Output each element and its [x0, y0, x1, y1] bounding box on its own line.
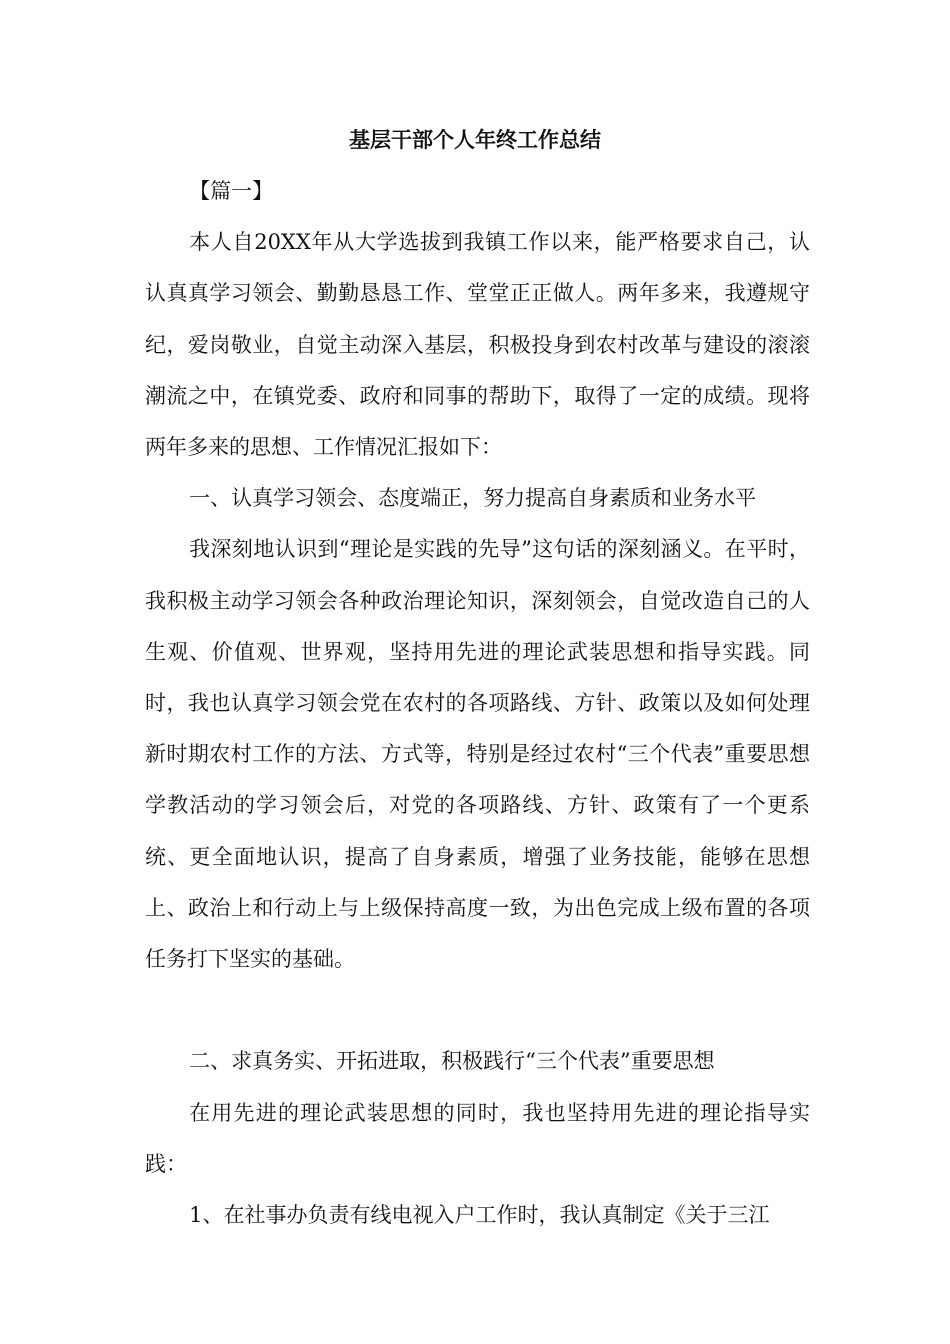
document-body — [145, 166, 810, 1241]
section-label: 【篇一】 — [189, 179, 274, 203]
section-heading-2: 二、求真务实、开拓进取，积极践行“三个代表”重要思想 — [189, 1049, 715, 1074]
paragraph-practice: 在用先进的理论武装思想的同时，我也坚持用先进的理论指导实践： — [145, 1100, 810, 1176]
paragraph-item-1: 1、在社事办负责有线电视入户工作时，我认真制定《关于三江 — [189, 1203, 770, 1228]
document-title: 基层干部个人年终工作总结 — [349, 128, 601, 152]
blank-line — [145, 985, 810, 1036]
paragraph-intro: 本人自20XX年从大学选拔到我镇工作以来，能严格要求自己，认认真真学习领会、勤勤恳恳工作、堂堂正正做人。两年多来，我遵规守纪，爱岗敬业，自觉主动深入基层，积极投身到农村改革与建设的滚滚潮流之中，在镇党委、政府和同事的帮助下，取得了一定的成绩。现将两年多来的思想、工作情况汇报如下： — [145, 230, 810, 460]
section-heading-1: 一、认真学习领会、态度端正，努力提高自身素质和业务水平 — [189, 486, 757, 511]
paragraph-study: 我深刻地认识到“理论是实践的先导”这句话的深刻涵义。在平时，我积极主动学习领会各种政治理论知识，深刻领会，自觉改造自己的人生观、价值观、世界观，坚持用先进的理论武装思想和指导实践。同时，我也认真学习领会党在农村的各项路线、方针、政策以及如何处理新时期农村工作的方法、方式等，特别是经过农村“三个代表”重要思想学教活动的学习领会后，对党的各项路线、方针、政策有了一个更系统、更全面地认识，提高了自身素质，增强了业务技能，能够在思想上、政治上和行动上与上级保持高度一致，为出色完成上级布置的各项任务打下坚实的基础。 — [145, 537, 810, 972]
